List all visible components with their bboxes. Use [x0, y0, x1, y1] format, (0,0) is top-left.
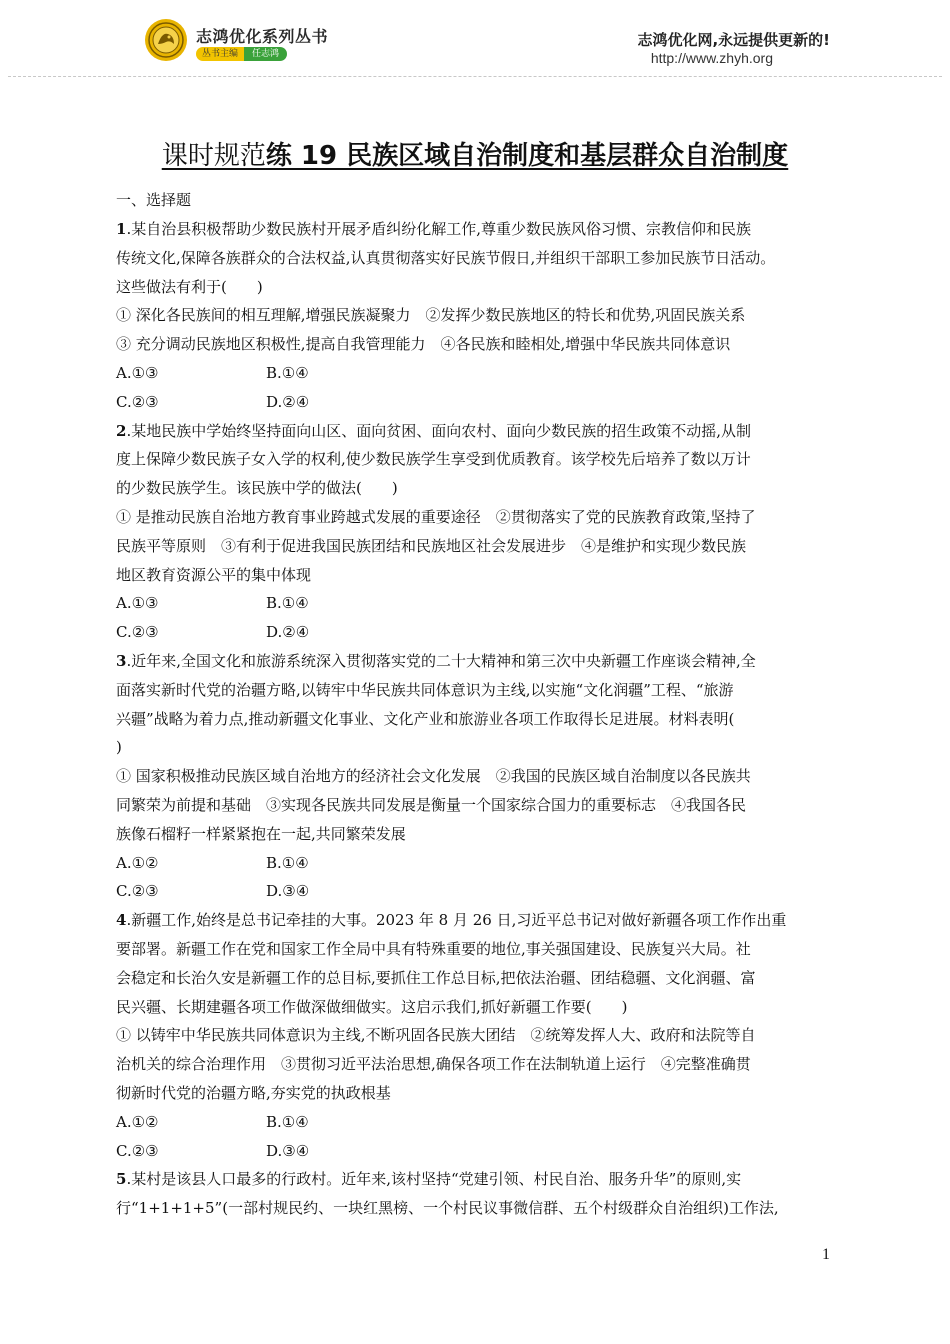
editor-role: 丛书主编 [196, 47, 244, 61]
statement-line: ① 是推动民族自治地方教育事业跨越式发展的重要途径 ②贯彻落实了党的民族教育政策,坚持了 [116, 507, 756, 526]
statement-line: ① 国家积极推动民族区域自治地方的经济社会文化发展 ②我国的民族区域自治制度以各民族共 [116, 767, 751, 786]
question-stem-line: 会稳定和长治久安是新疆工作的总目标,要抓住工作总目标,把依法治疆、团结稳疆、文化润疆、富 [116, 968, 756, 987]
page-title [0, 138, 950, 174]
option-c[interactable]: C.②③ [116, 882, 159, 901]
option-b[interactable]: B.①④ [266, 853, 309, 872]
question-stem-line: 行“1+1+1+5”(一部村规民约、一块红黑榜、一个村民议事微信群、五个村级群众自治组织)工作法, [116, 1199, 779, 1218]
statement-line: 同繁荣为前提和基础 ③实现各民族共同发展是衡量一个国家综合国力的重要标志 ④我国各民 [116, 795, 747, 814]
option-a[interactable]: A.①② [116, 853, 159, 872]
question-stem-line: 5.某村是该县人口最多的行政村。近年来,该村坚持“党建引领、村民自治、服务升华”的原则,实 [116, 1170, 742, 1189]
question-number: 1 [116, 220, 127, 238]
series-title: 志鸿优化系列丛书 [196, 27, 329, 46]
question-3 [116, 647, 846, 906]
option-d[interactable]: D.②④ [266, 623, 310, 642]
option-d[interactable]: D.③④ [266, 882, 310, 901]
statement-line: 治机关的综合治理作用 ③贯彻习近平法治思想,确保各项工作在法制轨道上运行 ④完整准确贯 [116, 1055, 751, 1074]
question-number: 3 [116, 651, 127, 670]
statement-line: 族像石榴籽一样紧紧抱在一起,共同繁荣发展 [116, 824, 406, 843]
option-a[interactable]: A.①③ [116, 594, 159, 613]
statement-line: 民族平等原则 ③有利于促进我国民族团结和民族地区社会发展进步 ④是维护和实现少数民族 [116, 536, 747, 555]
question-stem-line: 4.新疆工作,始终是总书记牵挂的大事。2023 年 8 月 26 日,习近平总书记对做好新疆各项工作作出重 [116, 911, 787, 930]
option-row [116, 618, 846, 647]
question-number: 4 [116, 911, 127, 930]
question-stem-line: 传统文化,保障各族群众的合法权益,认真贯彻落实好民族节假日,并组织干部职工参加民族节日活动。 [116, 248, 776, 267]
question-stem-line: 民兴疆、长期建疆各项工作做深做细做实。这启示我们,抓好新疆工作要( ) [116, 997, 628, 1016]
site-slogan: 志鸿优化网,永远提供更新的! [637, 31, 830, 49]
option-row [116, 1108, 846, 1137]
option-b[interactable]: B.①④ [266, 363, 309, 382]
question-stem-line: 这些做法有利于( ) [116, 277, 263, 296]
option-row [116, 589, 846, 618]
page-number: 1 [822, 1246, 830, 1263]
option-a[interactable]: A.①② [116, 1112, 159, 1131]
statement-line: ① 深化各民族间的相互理解,增强民族凝聚力 ②发挥少数民族地区的特长和优势,巩固民族关系 [116, 306, 746, 325]
question-stem-line: ) [116, 738, 122, 757]
option-row [116, 849, 846, 878]
option-row [116, 388, 846, 417]
editor-name: 任志鸿 [244, 47, 287, 61]
question-stem-line: 的少数民族学生。该民族中学的做法( ) [116, 479, 398, 498]
statement-line: 彻新时代党的治疆方略,夯实党的执政根基 [116, 1083, 391, 1102]
header-divider [8, 76, 942, 77]
option-c[interactable]: C.②③ [116, 1141, 159, 1160]
statement-line: ③ 充分调动民族地区积极性,提高自我管理能力 ④各民族和睦相处,增强中华民族共同体意识 [116, 335, 731, 354]
question-5 [116, 1165, 846, 1223]
question-stem-line: 要部署。新疆工作在党和国家工作全局中具有特殊重要的地位,事关强国建设、民族复兴大局。社 [116, 939, 751, 958]
question-1 [116, 215, 846, 417]
option-b[interactable]: B.①④ [266, 1112, 309, 1131]
question-stem-line: 2.某地民族中学始终坚持面向山区、面向贫困、面向农村、面向少数民族的招生政策不动摇,从制 [116, 421, 751, 440]
title-bold-part: 练 19 民族区域自治制度和基层群众自治制度 [265, 141, 789, 171]
question-stem-line: 1.某自治县积极帮助少数民族村开展矛盾纠纷化解工作,尊重少数民族风俗习惯、宗教信仰和民族 [116, 220, 751, 238]
question-number: 2 [116, 421, 127, 440]
option-row [116, 877, 846, 906]
option-row [116, 359, 846, 388]
question-stem-line: 面落实新时代党的治疆方略,以铸牢中华民族共同体意识为主线,以实施“文化润疆”工程、“旅游 [116, 680, 734, 699]
question-stem-line: 兴疆”战略为着力点,推动新疆文化事业、文化产业和旅游业各项工作取得长足进展。材料表明( [116, 709, 735, 728]
option-row [116, 1137, 846, 1166]
option-a[interactable]: A.①③ [116, 363, 159, 382]
title-plain-part: 课时规范 [161, 141, 266, 171]
section-heading: 一、选择题 [116, 191, 192, 209]
question-number: 5 [116, 1170, 127, 1189]
statement-line: ① 以铸牢中华民族共同体意识为主线,不断巩固各民族大团结 ②统筹发挥人大、政府和法院等自 [116, 1026, 756, 1045]
question-stem-line: 3.近年来,全国文化和旅游系统深入贯彻落实党的二十大精神和第三次中央新疆工作座谈会精神,全 [116, 651, 756, 670]
question-2 [116, 417, 846, 647]
option-d[interactable]: D.②④ [266, 392, 310, 411]
editor-credit [196, 47, 287, 61]
site-url-link[interactable]: http://www.zhyh.org [650, 50, 773, 66]
question-list [116, 186, 846, 1223]
statement-line: 地区教育资源公平的集中体现 [116, 565, 312, 584]
series-logo-icon [144, 18, 188, 62]
option-d[interactable]: D.③④ [266, 1141, 310, 1160]
page-header [0, 0, 950, 80]
option-c[interactable]: C.②③ [116, 392, 159, 411]
option-c[interactable]: C.②③ [116, 623, 159, 642]
option-b[interactable]: B.①④ [266, 594, 309, 613]
question-stem-line: 度上保障少数民族子女入学的权利,使少数民族学生享受到优质教育。该学校先后培养了数以万计 [116, 450, 751, 469]
question-4 [116, 906, 846, 1165]
